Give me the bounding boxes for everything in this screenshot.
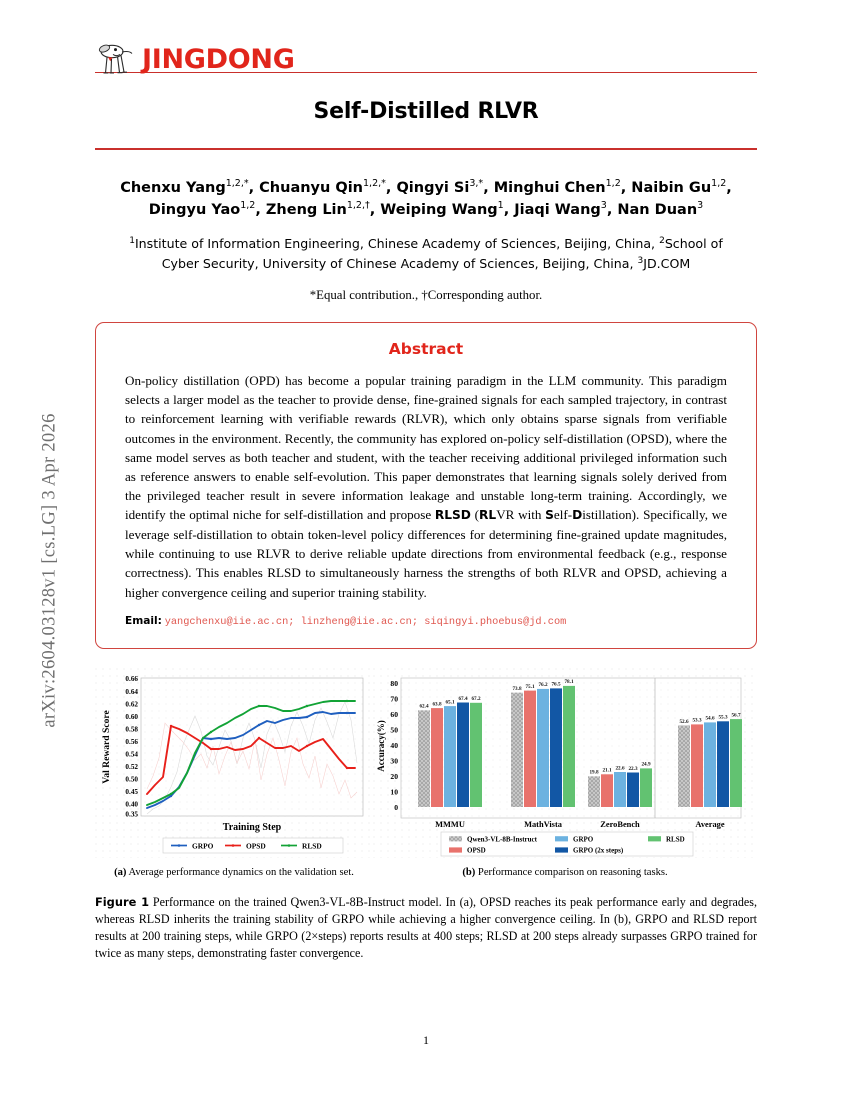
subcaption-a-prefix: (a) [114,866,127,878]
abstract-bold-rlsd: RLSD [434,508,471,523]
legend-label-grpo-a: GRPO [192,841,214,851]
bar-value-zerobench-grpo: 22.6 [615,765,625,772]
abstract-bold-s: S [545,508,554,523]
abstract-box [95,322,757,649]
figure-caption-text: Performance on the trained Qwen3-VL-8B-Instruct model. In (a), OPSD reaches its peak performance early and degrades, whereas RLSD inherits the training stability of GRPO while achieving a higher convergence ceiling. In (b), GRPO and RLSD report results at 200 training steps, while GRPO (2×steps) reports results at 400 steps; RLSD at 200 steps already surpasses GRPO trained for twice as many steps, demonstrating faster convergence. [95,894,757,961]
bar-value-mmmu-base: 62.4 [419,703,429,710]
email-label: Email: [125,614,162,627]
bar-value-zerobench-opsd: 21.1 [602,767,612,774]
arxiv-stamp-text: arXiv:2604.03128v1 [cs.LG] 3 Apr 2026 [39,413,60,728]
bar-group-mathvista [511,679,575,829]
figure-1 [95,668,757,878]
author-line-2: Dingyu Yao$^{1,2}$, Zheng Lin$^{1,2,\dagger}$, Weiping Wang$^1$, Jiaqi Wang$^3$, Nan Duan$^3$ [148,199,704,218]
svg-text:60: 60 [390,709,398,719]
jd-dog-logo-icon [95,42,135,76]
bar-category-mathvista: MathVista [524,819,562,829]
bar-value-average-grpo2x: 55.3 [718,714,728,721]
bar-chart-accuracy [373,668,757,858]
subcaption-b [373,867,757,878]
bar-value-mathvista-grpo: 76.2 [538,681,548,688]
svg-text:40: 40 [390,740,398,750]
bar-value-mathvista-opsd: 75.1 [525,683,535,690]
svg-text:0.35: 0.35 [125,810,138,819]
y-axis-ticks-b [390,679,398,812]
svg-text:0.45: 0.45 [125,787,138,796]
legend-a [163,838,343,853]
contribution-note: *Equal contribution., †Corresponding author. [309,288,543,302]
bar-value-mathvista-grpo2x: 76.5 [551,681,561,688]
legend-label-rlsd-a: RLSD [302,841,322,851]
bar-value-mathvista-rlsd: 78.1 [564,678,574,685]
svg-text:50: 50 [390,725,398,735]
bar-value-zerobench-base: 19.8 [589,769,599,776]
svg-text:0.66: 0.66 [125,674,138,683]
svg-text:0.52: 0.52 [125,762,138,771]
legend-b [441,832,693,856]
bar-value-mmmu-grpo2x: 67.4 [458,695,468,702]
svg-text:0: 0 [394,802,398,812]
legend-label-opsd-b: OPSD [467,846,486,855]
svg-text:0.40: 0.40 [125,800,138,809]
subcaption-b-prefix: (b) [462,866,476,878]
legend-label-rlsd-b: RLSD [666,835,685,844]
author-line-1: Chenxu Yang$^{1,2,*}$, Chuanyu Qin$^{1,2,*}$, Qingyi $Si^{3,*}$, Minghui Chen$^{1,2}$, Naibin Gu$^{1,2}$, [120,177,732,196]
x-axis-label-a: Training Step [222,821,282,833]
svg-text:0.58: 0.58 [125,725,138,734]
abstract-bold-d: D [572,508,583,523]
paper-page [95,0,757,1100]
svg-text:0.56: 0.56 [125,737,138,746]
bar-category-average: Average [695,819,725,829]
svg-text:80: 80 [390,678,398,688]
svg-text:20: 20 [390,771,398,781]
bar-value-mathvista-base: 73.8 [512,685,522,692]
svg-text:70: 70 [390,694,398,704]
bar-value-mmmu-opsd: 63.8 [432,701,442,708]
subcaption-a [95,867,373,878]
bar-value-average-grpo: 54.6 [705,715,715,722]
bar-value-average-opsd: 53.3 [692,717,702,724]
bar-category-zerobench: ZeroBench [600,819,640,829]
svg-text:30: 30 [390,756,398,766]
affiliation-line-2: Cyber Security, University of Chinese Academy of Sciences, Beijing, China, $^3$JD.COM [161,255,691,272]
page-number: 1 [423,1033,429,1047]
figure-1b [373,668,757,878]
subcaption-a-text: Average performance dynamics on the validation set. [128,866,354,878]
abstract-bold-rl: RL [479,508,497,523]
legend-label-opsd-a: OPSD [246,841,266,851]
abstract-text [125,371,727,602]
line-chart-val-reward [95,668,373,858]
bar-value-zerobench-grpo2x: 22.3 [628,765,638,772]
logo-wordmark: JINGDONG [142,43,295,75]
legend-label-grpo-b: GRPO [573,835,594,844]
svg-text:10: 10 [390,787,398,797]
figure-1a [95,668,373,878]
bar-value-average-rlsd: 56.7 [731,712,741,719]
svg-text:0.54: 0.54 [125,750,138,759]
bar-value-mmmu-grpo: 65.1 [445,699,455,706]
affiliation-line-1: $^1$Institute of Information Engineering, Chinese Academy of Sciences, Beijing, China, $^2$School of [129,235,723,252]
abstract-paren: ( [470,507,480,523]
figure-caption-label: Figure 1 [95,894,150,909]
arxiv-stamp [0,0,70,1100]
page-title: Self-Distilled RLVR [313,99,539,125]
subcaption-b-text: Performance comparison on reasoning tasks. [477,866,668,878]
legend-label-grpo2x: GRPO (2x steps) [573,846,624,855]
title-divider [95,148,757,149]
email-line [125,615,727,628]
affiliation-block [95,234,757,274]
abstract-part-2: Specifically, we leverage self-distillation to obtain token-level policy differences for determining fine-grained update magnitudes, while continuing to use RLVR to derive reliable update directions from environmental feedback (e.g., response correctness). This enables RLSD to simultaneously harness the strengths of both RLVR and OPSD, achieving a higher convergence ceiling and superior training stability. [125,507,728,600]
figure-caption [95,894,757,963]
email-addresses[interactable]: yangchenxu@iie.ac.cn; linzheng@iie.ac.cn; siqingyi.phoebus@jd.com [164,615,567,628]
abstract-mid-1: VR with [496,507,546,523]
bar-value-zerobench-rlsd: 24.9 [641,761,651,768]
svg-text:0.64: 0.64 [125,687,138,696]
bar-category-mmmu: MMMU [435,819,465,829]
svg-text:0.50: 0.50 [125,775,138,784]
y-axis-label-a: Val Reward Score [101,709,112,784]
abstract-part-1: On-policy distillation (OPD) has become a popular training paradigm in the LLM community. This paradigm selects a larger model as the teacher to provide dense, fine-grained signals for each sampled trajectory, in contrast to reinforcement learning with verifiable rewards (RLVR), which only obtains sparse signals from verifiable outcomes in the environment. Recently, the community has explored on-policy self-distillation (OPSD), where the same model serves as both teacher and student, with the teacher receiving additional privileged information such as reference answers to enable self-evolution. This paper demonstrates that learning signals solely derived from the privileged teacher result in severe information leakage and unstable long-term training. Accordingly, we identify the optimal niche for self-distillation and propose [125,373,727,523]
svg-text:0.60: 0.60 [125,712,138,721]
abstract-mid-3: istillation). [582,507,644,523]
author-list [95,177,757,221]
bar-value-average-base: 52.6 [679,718,689,725]
svg-text:0.62: 0.62 [125,700,138,709]
publisher-logo [95,0,757,75]
legend-label-base: Qwen3-VL-8B-Instruct [467,835,537,844]
abstract-mid-2: elf- [553,507,573,523]
y-axis-label-b: Accuracy(%) [376,720,386,772]
abstract-heading: Abstract [388,340,464,358]
bar-value-mmmu-rlsd: 67.2 [471,695,481,702]
